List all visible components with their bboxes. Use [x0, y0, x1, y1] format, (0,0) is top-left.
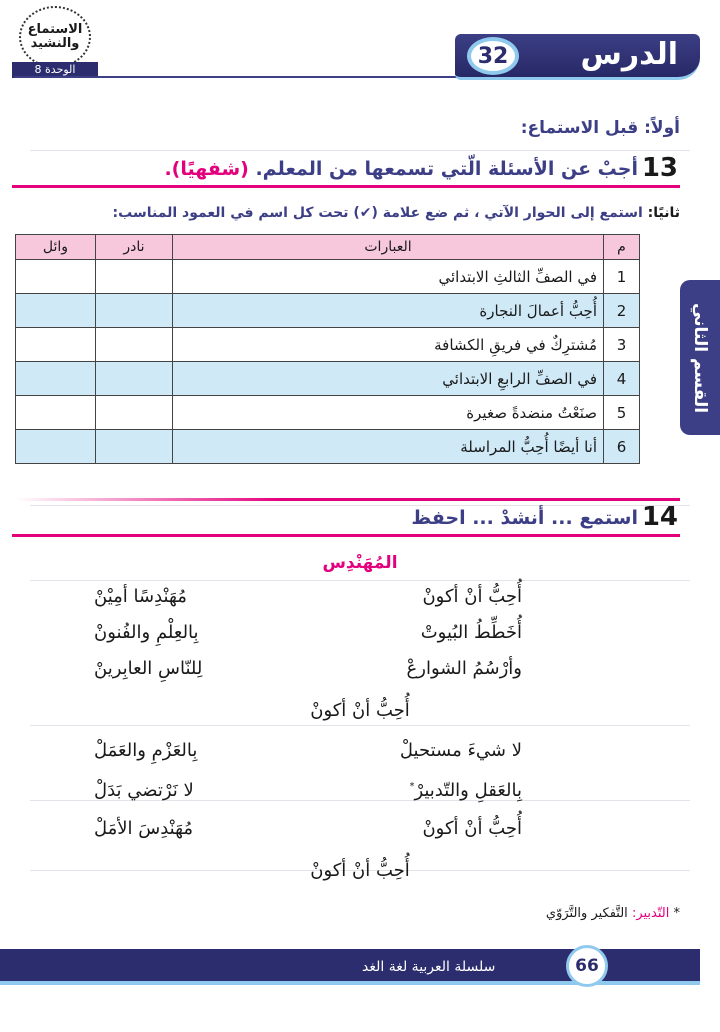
- exercise-13-oral-note: (شفهيًا).: [164, 158, 249, 180]
- lesson-label: الدرس: [580, 37, 678, 72]
- check-cell-wael[interactable]: [16, 362, 96, 396]
- unit-label: الوحدة 8: [12, 62, 98, 78]
- page-footer: [0, 943, 720, 993]
- check-cell-nader[interactable]: [96, 362, 173, 396]
- verse-left: مُهَنْدِسَ الأمَلْ: [94, 818, 194, 839]
- exercise-13-title-text: أجبْ عن الأسئلة الّتي تسمعها من المعلم.: [255, 158, 638, 180]
- instruction-second: [113, 205, 680, 221]
- check-cell-nader[interactable]: [96, 430, 173, 464]
- verse-right: [409, 780, 522, 801]
- lesson-banner: [455, 34, 700, 80]
- verse-right: لا شيءَ مستحيلْ: [399, 740, 522, 761]
- check-cell-nader[interactable]: [96, 328, 173, 362]
- row-number: 4: [604, 362, 640, 396]
- verse-right: أُحِبُّ أنْ أكونْ: [422, 818, 522, 839]
- check-cell-nader[interactable]: [96, 396, 173, 430]
- check-cell-wael[interactable]: [16, 396, 96, 430]
- table-row: [16, 396, 640, 430]
- row-phrase: مُشترِكٌ في فريقِ الكشافة: [173, 328, 604, 362]
- footnote-marker: *: [409, 781, 415, 792]
- footnote-definition: التَّفكير والتَّرَوّي: [545, 906, 628, 921]
- check-cell-nader[interactable]: [96, 260, 173, 294]
- background-ghost-line: [30, 725, 690, 726]
- background-ghost-line: [30, 580, 690, 581]
- check-cell-wael[interactable]: [16, 260, 96, 294]
- check-cell-wael[interactable]: [16, 430, 96, 464]
- exercise-13-header: [12, 154, 680, 188]
- verse-left: بِالعَزْمِ والعَمَلْ: [94, 740, 198, 761]
- page-number: 66: [566, 945, 608, 987]
- lesson-number: 32: [467, 37, 519, 75]
- section-side-tab: [680, 280, 720, 435]
- verse-right-text: بِالعَقلِ والتّدبيرْ: [414, 780, 522, 801]
- table-row: [16, 430, 640, 464]
- table-row: [16, 328, 640, 362]
- section-heading-before-listening: أولاً: قبل الاستماع:: [520, 118, 680, 138]
- row-phrase: أُحِبُّ أعمالَ النجارة: [173, 294, 604, 328]
- side-tab-label: القسم الثاني: [690, 302, 710, 413]
- verse-right: وأرْسُمُ الشوارعْ: [406, 658, 522, 679]
- verse-right: أُحِبُّ أنْ أكونْ: [422, 586, 522, 607]
- verse-left: لِلنّاسِ العابِرينْ: [94, 658, 203, 679]
- badge-circle: [19, 6, 91, 68]
- col-header-number: م: [604, 235, 640, 260]
- instruction-text: استمع إلى الحوار الآتي ، ثم ضع علامة (✔) تحت كل اسم في العمود المناسب:: [112, 205, 643, 221]
- row-number: 2: [604, 294, 640, 328]
- badge-text: الاستماع والنشيد: [27, 22, 83, 51]
- header-rule: [14, 76, 484, 78]
- dialogue-table: [15, 234, 640, 464]
- check-cell-nader[interactable]: [96, 294, 173, 328]
- row-number: 3: [604, 328, 640, 362]
- series-title: سلسلة العربية لغة الغد: [362, 959, 496, 975]
- verse-right: أُخَطِّطُ البُيوتْ: [420, 622, 522, 643]
- exercise-13-title: [164, 158, 638, 180]
- row-number: 5: [604, 396, 640, 430]
- footnote: [546, 906, 680, 921]
- row-number: 6: [604, 430, 640, 464]
- footnote-term: التّدبير:: [631, 906, 670, 921]
- table-header-row: [16, 235, 640, 260]
- exercise-13-number: 13: [641, 153, 678, 183]
- table-bottom-rule: [15, 498, 680, 501]
- col-header-nader: نادر: [96, 235, 173, 260]
- exercise-14-number: 14: [641, 502, 678, 532]
- poem-refrain: أُحِبُّ أنْ أكونْ: [310, 700, 410, 721]
- row-phrase: أنا أيضًا أُحِبُّ المراسلة: [173, 430, 604, 464]
- row-phrase: في الصفِّ الرابعِ الابتدائي: [173, 362, 604, 396]
- verse-left: مُهَنْدِسًا أمِيْنْ: [94, 586, 187, 607]
- row-phrase: صنَعْتُ منضدةً صغيرة: [173, 396, 604, 430]
- exercise-14-header: [12, 503, 680, 537]
- poem-title: المُهَنْدِس: [322, 553, 398, 573]
- col-header-wael: وائل: [16, 235, 96, 260]
- check-cell-wael[interactable]: [16, 328, 96, 362]
- verse-left: لا نَرْتضي بَدَلْ: [94, 780, 194, 801]
- instruction-lead: ثانيًا:: [647, 205, 680, 221]
- listening-badge: [12, 6, 98, 78]
- footnote-star: *: [673, 906, 680, 921]
- background-ghost-line: [30, 150, 690, 151]
- table-row: [16, 260, 640, 294]
- verse-left: بِالعِلْمِ والفُنونْ: [94, 622, 199, 643]
- check-cell-wael[interactable]: [16, 294, 96, 328]
- table-row: [16, 362, 640, 396]
- row-phrase: في الصفِّ الثالثِ الابتدائي: [173, 260, 604, 294]
- row-number: 1: [604, 260, 640, 294]
- table-row: [16, 294, 640, 328]
- exercise-14-title: استمع ... أنشدْ ... احفظ: [411, 507, 638, 529]
- col-header-phrases: العبارات: [173, 235, 604, 260]
- poem-refrain: أُحِبُّ أنْ أكونْ: [310, 860, 410, 881]
